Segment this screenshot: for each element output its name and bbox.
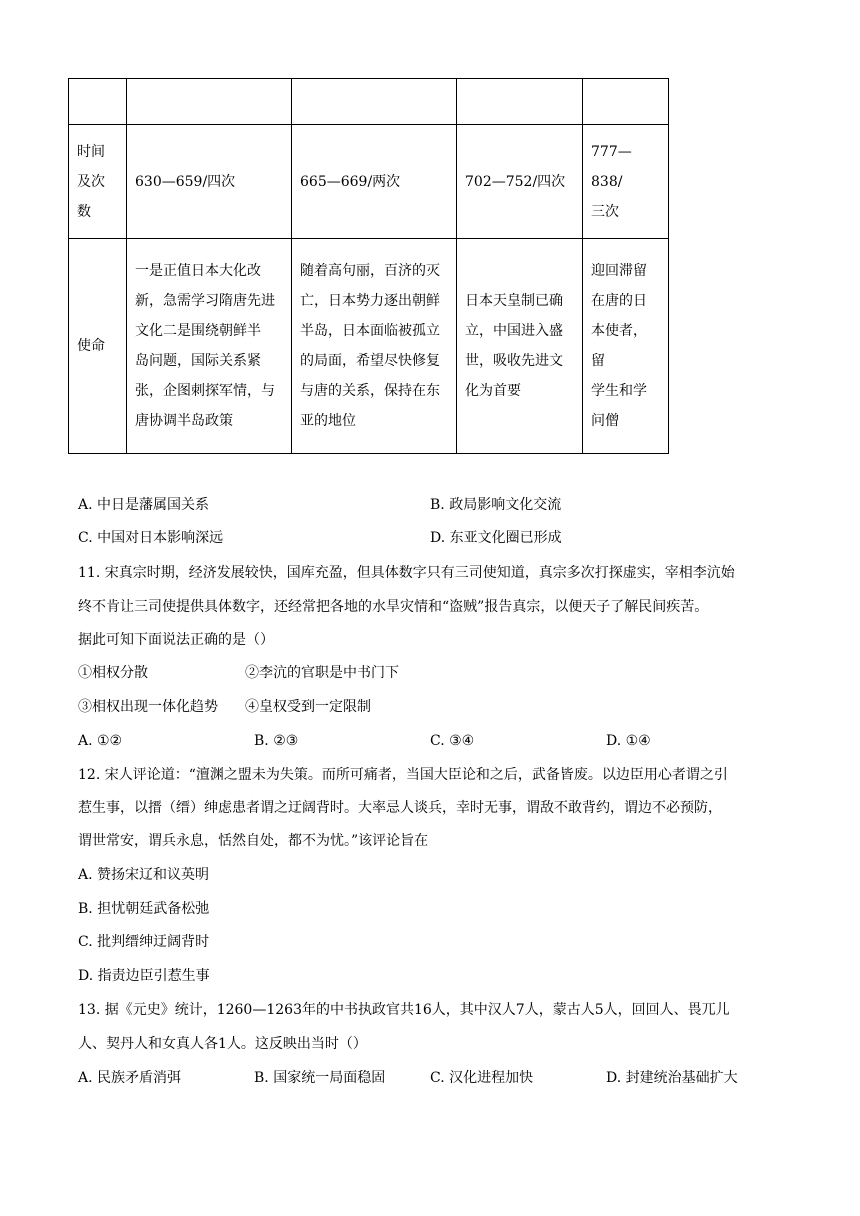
q11-option-a[interactable]: A. ①② (78, 733, 123, 749)
q11-option-d[interactable]: D. ①④ (606, 733, 651, 749)
q10-option-d[interactable]: D. 东亚文化圈已形成 (430, 530, 562, 546)
japan-envoys-table (68, 78, 669, 454)
q13-option-a[interactable]: A. 民族矛盾消弭 (78, 1070, 182, 1086)
table-cell: 随着高句丽，百济的灭 亡，日本势力逐出朝鲜 半岛，日本面临被孤立 的局面，希望尽快修复 与唐的关系，保持在东 亚的地位 (292, 239, 457, 454)
q13-stem-line: 人、契丹人和女真人各1人。这反映出当时（） (78, 1036, 367, 1052)
q12-option-c[interactable]: C. 批判缙绅迂阔背时 (78, 934, 210, 950)
q11-stem-line: 终不肯让三司使提供具体数字，还经常把各地的水旱灾情和“盗贼”报告真宗，以便天子了解民间疾苦。 (78, 599, 709, 615)
table-cell (127, 79, 292, 125)
q13-stem-line: 13. 据《元史》统计，1260—1263年的中书执政官共16人，其中汉人7人，蒙古人5人，回回人、畏兀儿 (78, 1002, 730, 1018)
q13-option-c[interactable]: C. 汉化进程加快 (430, 1070, 534, 1086)
q11-statement-1: ①相权分散 (78, 665, 148, 681)
q10-option-a[interactable]: A. 中日是藩属国关系 (78, 497, 210, 513)
table-cell (583, 79, 669, 125)
q12-stem-line: 惹生事，以搢（缙）绅虑患者谓之迂阔背时。大率忌人谈兵，幸时无事，谓敌不敢背约，谓边不必预防， (78, 800, 722, 816)
table-cell (457, 79, 583, 125)
q11-option-b[interactable]: B. ②③ (254, 733, 299, 749)
q12-option-d[interactable]: D. 指责边臣引惹生事 (78, 968, 210, 984)
q13-option-b[interactable]: B. 国家统一局面稳固 (254, 1070, 386, 1086)
table-cell: 日本天皇制已确 立，中国进入盛 世，吸收先进文 化为首要 (457, 239, 583, 454)
table-cell: 一是正值日本大化改 新，急需学习隋唐先进 文化二是围绕朝鲜半 岛问题，国际关系紧 张，企图刺探军情，与 唐协调半岛政策 (127, 239, 292, 454)
q11-stem-line: 11. 宋真宗时期，经济发展较快，国库充盈，但具体数字只有三司使知道，真宗多次打探虚实，宰相李沆始 (78, 565, 735, 581)
q11-option-c[interactable]: C. ③④ (430, 733, 475, 749)
q11-statement-3: ③相权出现一体化趋势 (78, 699, 218, 715)
q12-stem-line: 12. 宋人评论道：“澶渊之盟未为失策。而所可痛者，当国大臣论和之后，武备皆废。以边臣用心者谓之引 (78, 767, 728, 783)
q10-option-c[interactable]: C. 中国对日本影响深远 (78, 530, 224, 546)
q12-option-b[interactable]: B. 担忧朝廷武备松弛 (78, 901, 210, 917)
table-cell: 665—669/两次 (292, 125, 457, 239)
q12-option-a[interactable]: A. 赞扬宋辽和议英明 (78, 867, 210, 883)
q10-option-b[interactable]: B. 政局影响文化交流 (430, 497, 562, 513)
table-cell: 702—752/四次 (457, 125, 583, 239)
table-cell (69, 79, 127, 125)
q13-option-d[interactable]: D. 封建统治基础扩大 (606, 1070, 738, 1086)
q11-stem-line: 据此可知下面说法正确的是（） (78, 632, 274, 648)
table-cell: 迎回滞留 在唐的日 本使者，留 学生和学 问僧 (583, 239, 669, 454)
q12-stem-line: 谓世常安，谓兵永息，恬然自处，都不为忧。”该评论旨在 (78, 833, 429, 849)
row-label-time: 时间 及次 数 (69, 125, 127, 239)
table-cell: 777—838/ 三次 (583, 125, 669, 239)
q11-statement-4: ④皇权受到一定限制 (245, 699, 371, 715)
table-cell (292, 79, 457, 125)
table-header-row (69, 79, 669, 125)
row-label-mission: 使命 (69, 239, 127, 454)
table-cell: 630—659/四次 (127, 125, 292, 239)
q11-statement-2: ②李沆的官职是中书门下 (245, 665, 399, 681)
table-row-time (69, 125, 669, 239)
table-row-mission (69, 239, 669, 454)
